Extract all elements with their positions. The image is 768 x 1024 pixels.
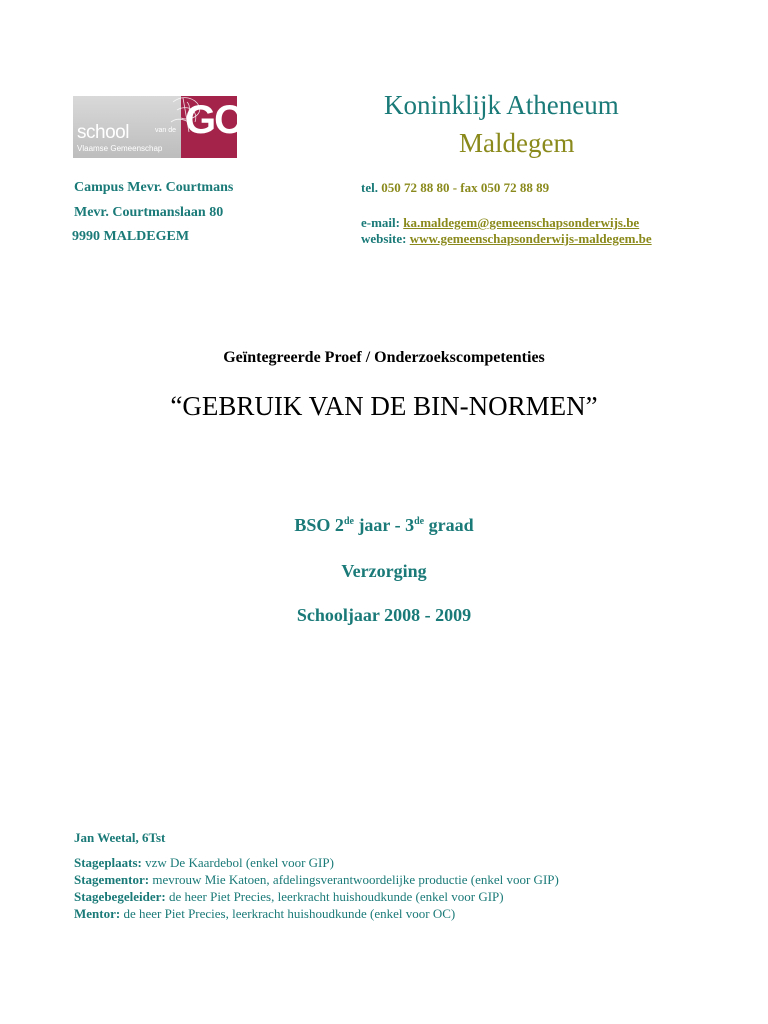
email-line (361, 215, 639, 231)
detail-row-internship-mentor (74, 872, 559, 888)
detail-value: de heer Piet Precies, leerkracht huishoudkunde (enkel voor GIP) (165, 889, 504, 904)
school-city: Maldegem (459, 128, 575, 158)
tel-label: tel. (361, 180, 378, 195)
level-prefix: BSO 2 (294, 515, 344, 535)
school-year: Schooljaar 2008 - 2009 (296, 605, 472, 625)
logo-grey-panel (73, 96, 181, 158)
postal-address: 9990 MALDEGEM (72, 229, 190, 244)
website-link[interactable]: www.gemeenschapsonderwijs-maldegem.be (409, 231, 652, 246)
subject: Verzorging (341, 561, 427, 581)
detail-row-mentor (74, 906, 455, 922)
level-middle: jaar - 3 (353, 515, 415, 535)
student-name: Jan Weetal, 6Tst (74, 830, 166, 845)
detail-value: de heer Piet Precies, leerkracht huishoudkunde (enkel voor OC) (120, 906, 456, 921)
logo-van-de: van de (155, 127, 177, 134)
campus-name: Campus Mevr. Courtmans (74, 180, 234, 195)
detail-label: Mentor: (74, 906, 121, 921)
email-link[interactable]: ka.maldegem@gemeenschapsonderwijs.be (403, 215, 640, 230)
logo-word: school (77, 122, 129, 143)
detail-label: Stagebegeleider: (74, 889, 166, 904)
email-label: e-mail: (361, 215, 400, 230)
website-label: website: (361, 231, 407, 246)
street-address: Mevr. Courtmanslaan 80 (74, 205, 224, 220)
level-suffix: graad (424, 515, 474, 535)
level-sup-1: de (343, 516, 354, 527)
tel-value: 050 72 88 80 - fax 050 72 88 89 (381, 180, 550, 195)
website-line (361, 231, 652, 247)
phone-line (361, 180, 549, 196)
detail-value: vzw De Kaardebol (enkel voor GIP) (141, 855, 334, 870)
logo-sketch-icon (169, 92, 209, 144)
proof-type: Geïntegreerde Proef / Onderzoekscompetenties (223, 349, 545, 366)
education-level (0, 515, 768, 536)
detail-value: mevrouw Mie Katoen, afdelingsverantwoordelijke productie (enkel voor GIP) (149, 872, 559, 887)
detail-label: Stagementor: (74, 872, 150, 887)
detail-row-internship-place (74, 855, 334, 871)
detail-label: Stageplaats: (74, 855, 142, 870)
level-sup-2: de (414, 516, 425, 527)
school-logo (73, 96, 255, 158)
logo-mark: GO! (185, 98, 255, 142)
school-name: Koninklijk Atheneum (384, 90, 619, 120)
logo-subtitle: Vlaamse Gemeenschap (77, 144, 163, 153)
document-title: “GEBRUIK VAN DE BIN-NORMEN” (170, 391, 598, 421)
detail-row-internship-supervisor (74, 889, 504, 905)
